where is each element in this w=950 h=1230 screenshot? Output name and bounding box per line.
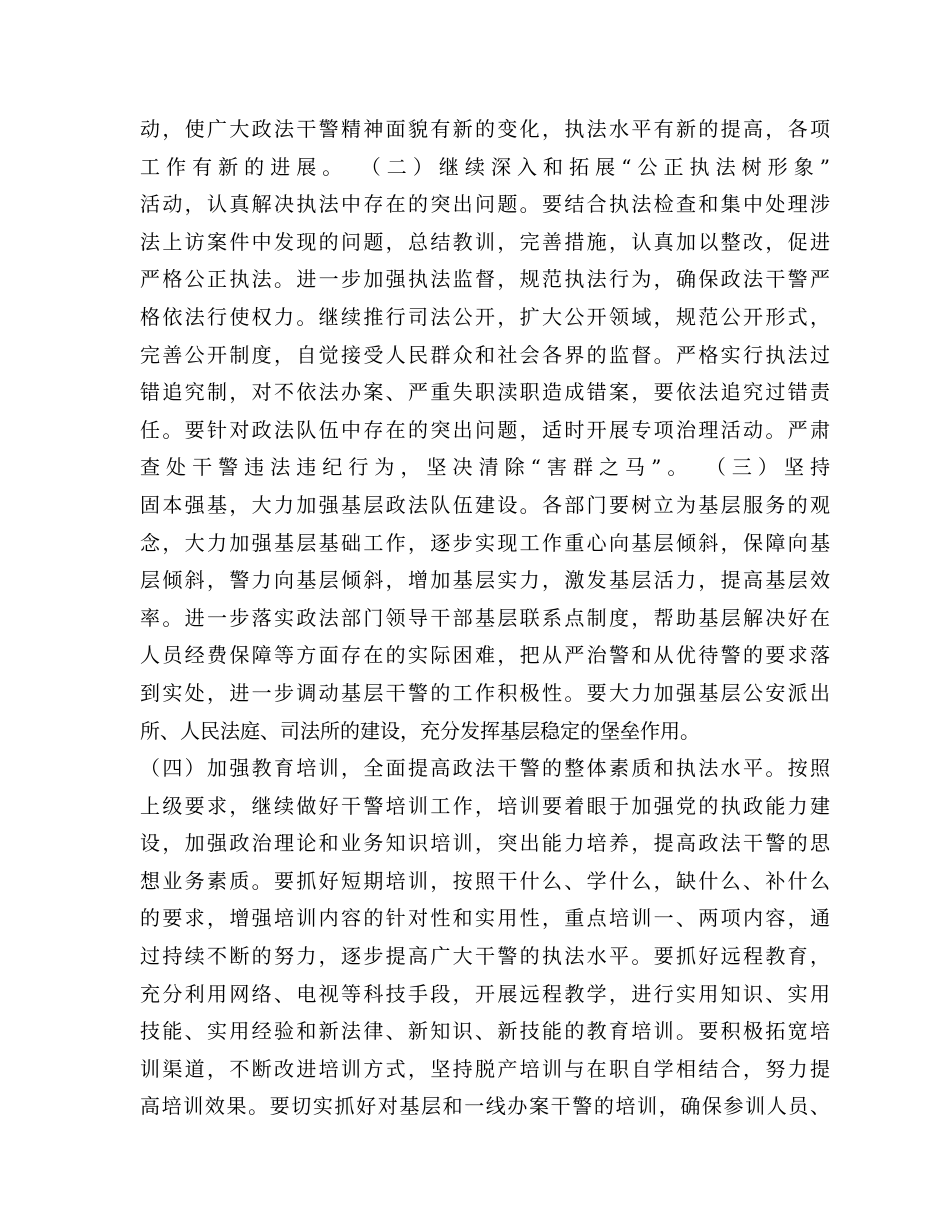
text-line: 想业务素质。要抓好短期培训，按照干什么、学什么，缺什么、补什么 xyxy=(140,868,830,893)
text-line: 法上访案件中发现的问题，总结教训，完善措施，认真加以整改，促进 xyxy=(140,229,830,254)
text-line: 层倾斜，警力向基层倾斜，增加基层实力，激发基层活力，提高基层效 xyxy=(140,568,830,593)
text-line: 查处干警违法违纪行为，坚决清除“害群之马”。 （三）坚持 xyxy=(140,455,830,480)
text-line: 上级要求，继续做好干警培训工作，培训要着眼于加强党的执政能力建 xyxy=(140,793,830,818)
text-line: 念，大力加强基层基础工作，逐步实现工作重心向基层倾斜，保障向基 xyxy=(140,530,830,555)
text-line: 技能、实用经验和新法律、新知识、新技能的教育培训。要积极拓宽培 xyxy=(140,1019,830,1044)
text-line: 训渠道，不断改进培训方式，坚持脱产培训与在职自学相结合，努力提 xyxy=(140,1056,830,1081)
text-line: 过持续不断的努力，逐步提高广大干警的执法水平。要抓好远程教育， xyxy=(140,944,830,969)
text-line: 活动，认真解决执法中存在的突出问题。要结合执法检查和集中处理涉 xyxy=(140,192,830,217)
text-line: 错追究制，对不依法办案、严重失职渎职造成错案，要依法追究过错责 xyxy=(140,380,830,405)
body-text xyxy=(140,111,830,1126)
text-line: 率。进一步落实政法部门领导干部基层联系点制度，帮助基层解决好在 xyxy=(140,605,830,630)
text-line: 充分利用网络、电视等科技手段，开展远程教学，进行实用知识、实用 xyxy=(140,981,830,1006)
text-line: 工作有新的进展。 （二）继续深入和拓展“公正执法树形象” xyxy=(140,154,830,179)
text-line: 高培训效果。要切实抓好对基层和一线办案干警的培训，确保参训人员、 xyxy=(140,1094,830,1119)
text-line: 所、人民法庭、司法所的建设，充分发挥基层稳定的堡垒作用。 xyxy=(140,718,700,743)
text-line: （四）加强教育培训，全面提高政法干警的整体素质和执法水平。按照 xyxy=(140,756,830,781)
text-line: 的要求，增强培训内容的针对性和实用性，重点培训一、两项内容，通 xyxy=(140,906,830,931)
text-line: 到实处，进一步调动基层干警的工作积极性。要大力加强基层公安派出 xyxy=(140,680,830,705)
text-line: 任。要针对政法队伍中存在的突出问题，适时开展专项治理活动。严肃 xyxy=(140,417,830,442)
text-line: 动，使广大政法干警精神面貌有新的变化，执法水平有新的提高，各项 xyxy=(140,117,830,141)
text-line: 完善公开制度，自觉接受人民群众和社会各界的监督。严格实行执法过 xyxy=(140,342,830,367)
text-line: 设，加强政治理论和业务知识培训，突出能力培养，提高政法干警的思 xyxy=(140,831,830,856)
text-line: 严格公正执法。进一步加强执法监督，规范执法行为，确保政法干警严 xyxy=(140,267,830,292)
text-line: 人员经费保障等方面存在的实际困难，把从严治警和从优待警的要求落 xyxy=(140,643,830,668)
text-line: 格依法行使权力。继续推行司法公开，扩大公开领域，规范公开形式， xyxy=(140,304,830,329)
text-line: 固本强基，大力加强基层政法队伍建设。各部门要树立为基层服务的观 xyxy=(140,492,830,517)
